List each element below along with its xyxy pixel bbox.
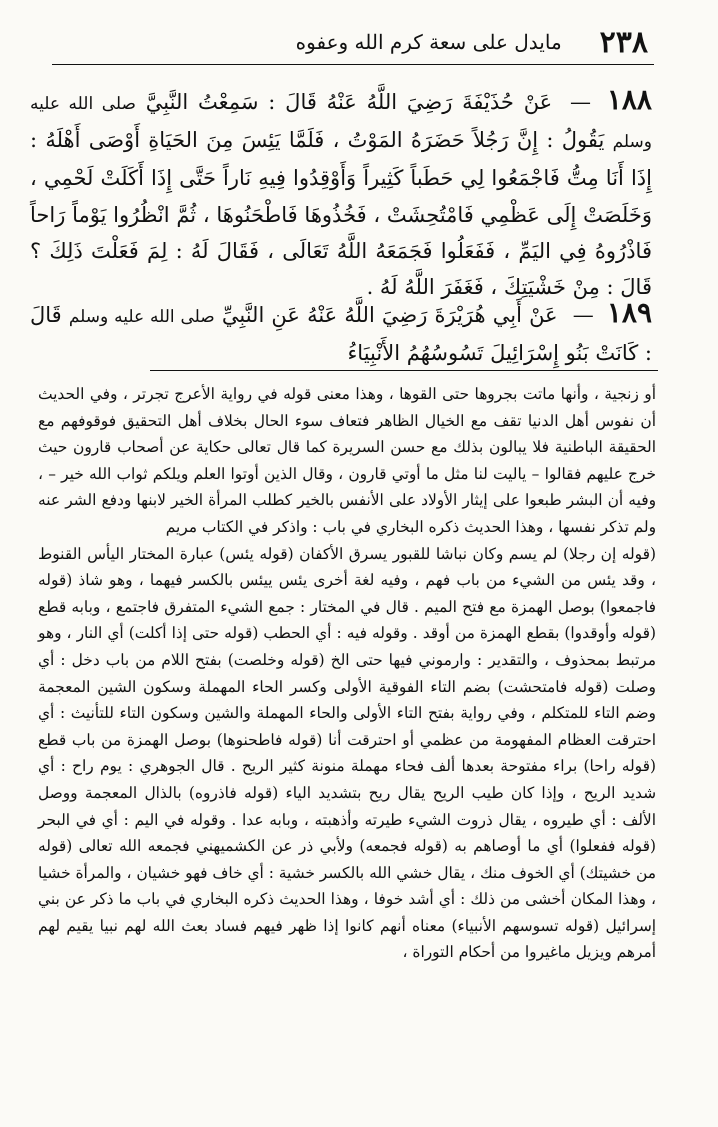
- running-title: مايدل على سعة كرم الله وعفوه: [295, 30, 562, 54]
- page-header: [30, 22, 648, 62]
- hadith-number: ١٨٨: [606, 83, 652, 116]
- hadith-dash: —: [570, 90, 592, 114]
- hadith-dash: —: [572, 303, 594, 327]
- hadith-text: قَالَ : كَانَتْ بَنُو إِسْرَائِيلَ تَسُوسُهُمُ الأَنْبِيَاءُ: [30, 303, 652, 366]
- hadith-salutation: صلى الله عليه وسلم: [30, 94, 653, 153]
- commentary: [38, 381, 656, 966]
- hadith-number: ١٨٩: [606, 296, 652, 329]
- hadith-189: [30, 295, 652, 371]
- hadith-188: [30, 82, 652, 305]
- commentary-divider: [150, 370, 658, 371]
- header-divider: [52, 64, 654, 65]
- commentary-paragraph: أو زنجية ، وأنها ماتت بجروها حتى القوها ، وهذا معنى قوله في رواية الأعرج تجرتر ، وفي الحديث أن نفوس أهل الدنيا تقف مع الخيال الظاهر فتعاف سوء الحال بخلاف أهل التحقيق فوقوفهم مع الحقيقة الباطنية فلا يبالون بذلك مع حسن السريرة كما قال تعالى حكاية عن أصحاب قارون حيث خرج عليهم فقالوا – ياليت لنا مثل ما أوتي قارون ، وقال الذين أوتوا العلم ويلكم ثواب الله خير – ، وفيه أن البشر طبعوا على إيثار الأولاد على الأنفس بالخير كطلب المرأة الخير لابنها ودفع الشر عنه ولم تذكر نفسها ، وهذا الحديث ذكره البخاري في باب : واذكر في الكتاب مريم: [38, 385, 656, 536]
- hadith-chain: عَنْ حُذَيْفَةَ رَضِيَ اللَّهُ عَنْهُ قَالَ : سَمِعْتُ النَّبِيَّ: [145, 90, 553, 114]
- hadith-text: يَقُولُ : إِنَّ رَجُلاً حَضَرَهُ المَوْتُ ، فَلَمَّا يَئِسَ مِنَ الحَيَاةِ أَوْصَى أَهْلَهُ : إِذَا أَنَا مِتُّ فَاجْمَعُوا لِي حَطَباً كَثِيراً وَأَوْقِدُوا فِيهِ نَاراً حَتَّى إِذَا أَكَلَتْ لَحْمِي ، وَخَلَصَتْ إِلَى عَظْمِي فَامْتُحِشَتْ ، فَخُذُوهَا فَاطْحَنُوهَا ، ثُمَّ انْظُرُوا يَوْماً رَاحاً فَاذْرُوهُ فِي اليَمِّ ، فَفَعَلُوا فَجَمَعَهُ اللَّهُ تَعَالَى ، فَقَالَ لَهُ : لِمَ فَعَلْتَ ذَلِكَ ؟ قَالَ : مِنْ خَشْيَتِكَ ، فَغَفَرَ اللَّهُ لَهُ .: [30, 128, 652, 300]
- commentary-paragraph: (قوله إن رجلا) لم يسم وكان نباشا للقبور يسرق الأكفان (قوله يئس) عبارة المختار اليأس القنوط ، وقد يئس من الشيء من باب فهم ، وفيه لغة أخرى يئس ييئس بالكسر فيهما ، وهو شاذ (قوله فاجمعوا) بوصل الهمزة مع فتح الميم . قال في المختار : جمع الشيء المتفرق فاجتمع ، وبابه قطع (قوله وأوقدوا) بقطع الهمزة من أوقد . وقوله فيه : أي الحطب (قوله حتى إذا أكلت) أي النار ، وهو مرتبط بمحذوف ، والتقدير : وارموني فيها حتى الخ (قوله وخلصت) بفتح اللام من باب دخل : أي وصلت (قوله فامتحشت) بضم التاء الفوقية الأولى وكسر الحاء المهملة وسكون الشين المعجمة وضم التاء للمتكلم ، وفي رواية بفتح التاء الأولى والحاء المهملة والشين وسكون التاء للتأنيث : أي احترقت العظام المفهومة من عظمي أو احترقت أنا (قوله فاطحنوها) بوصل الهمزة من باب قطع (قوله راحا) براء مفتوحة بعدها ألف فحاء مهملة منونة كثير الريح . قال الجوهري : يوم راح : أي شديد الريح ، وإذا كان طيب الريح يقال ريح بتشديد الياء (قوله فاذروه) بالذال المعجمة ووصل الألف : أي طيروه ، يقال ذروت الشيء طيرته وأذهبته ، وبابه عدا . وقوله في اليم : أي في البحر (قوله ففعلوا) أي ما أوصاهم به (قوله فجمعه) ولأبي ذر عن الكشميهني فجمعه الله تعالى (قوله من خشيتك) أي الخوف منك ، يقال خشي الله بالكسر خشية : أي خاف فهو خشيان ، والمرأة خشيا ، وهذا المكان أخشى من ذلك : أي أشد خوفا ، وهذا الحديث ذكره البخاري في باب ما ذكر عن بني إسرائيل (قوله تسوسهم الأنبياء) معناه أنهم كانوا إذا ظهر فيهم فساد بعث الله لهم نبيا يقيم لهم أمرهم ويزيل ماغيروا من أحكام التوراة ،: [38, 544, 656, 962]
- hadith-chain: عَنْ أَبِي هُرَيْرَةَ رَضِيَ اللَّهُ عَنْهُ عَنِ النَّبِيِّ: [221, 303, 558, 327]
- page-number: ٢٣٨: [599, 24, 648, 60]
- hadith-salutation: صلى الله عليه وسلم: [68, 307, 215, 327]
